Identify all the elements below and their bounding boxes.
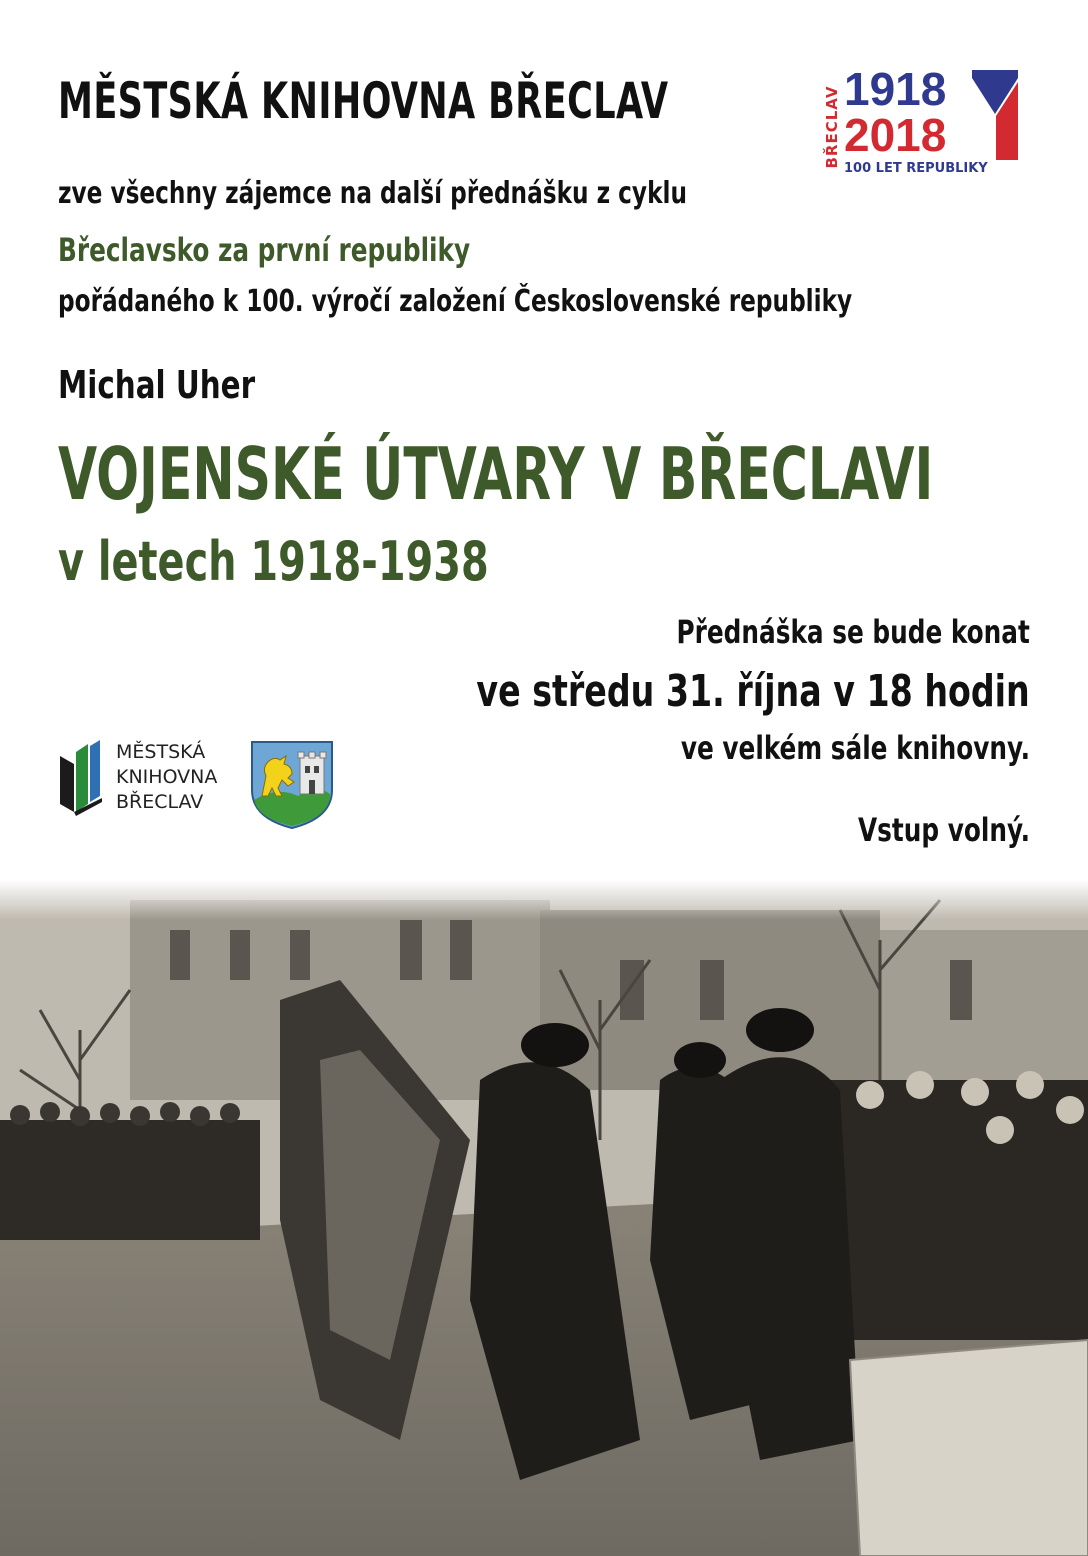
library-logo — [60, 740, 240, 820]
lecture-author: Michal Uher — [58, 363, 256, 407]
anniversary-year-start: 1918 — [844, 63, 947, 115]
details-entry: Vstup volný. — [858, 811, 1030, 849]
anniversary-caption: 100 LET REPUBLIKY — [844, 161, 988, 176]
czech-flag-chevron-icon — [972, 70, 1018, 160]
details-line-1: Přednáška se bude konat — [676, 613, 1030, 651]
anniversary-vertical-text: BŘECLAV — [823, 85, 841, 169]
library-logo-line-3: BŘECLAV — [116, 791, 204, 813]
invite-line: zve všechny zájemce na další přednášku z cyklu — [58, 176, 687, 211]
anniversary-year-end: 2018 — [844, 109, 947, 161]
library-logo-line-2: KNIHOVNA — [116, 766, 218, 788]
lecture-subtitle: v letech 1918-1938 — [58, 530, 489, 593]
series-name: Břeclavsko za první republiky — [58, 231, 471, 269]
details-date-time: ve středu 31. října v 18 hodin — [476, 666, 1030, 717]
library-name: MĚSTSKÁ KNIHOVNA BŘECLAV — [58, 72, 669, 130]
anniversary-logo — [822, 63, 1028, 182]
occasion-line: pořádaného k 100. výročí založení Československé republiky — [58, 284, 853, 319]
lecture-title: VOJENSKÉ ÚTVARY V BŘECLAVI — [58, 432, 934, 516]
book-icon — [60, 740, 108, 820]
historical-military-ceremony-photo — [0, 880, 1088, 1556]
city-coat-of-arms-icon — [248, 738, 336, 830]
library-logo-line-1: MĚSTSKÁ — [116, 741, 206, 763]
details-venue: ve velkém sále knihovny. — [680, 729, 1030, 767]
